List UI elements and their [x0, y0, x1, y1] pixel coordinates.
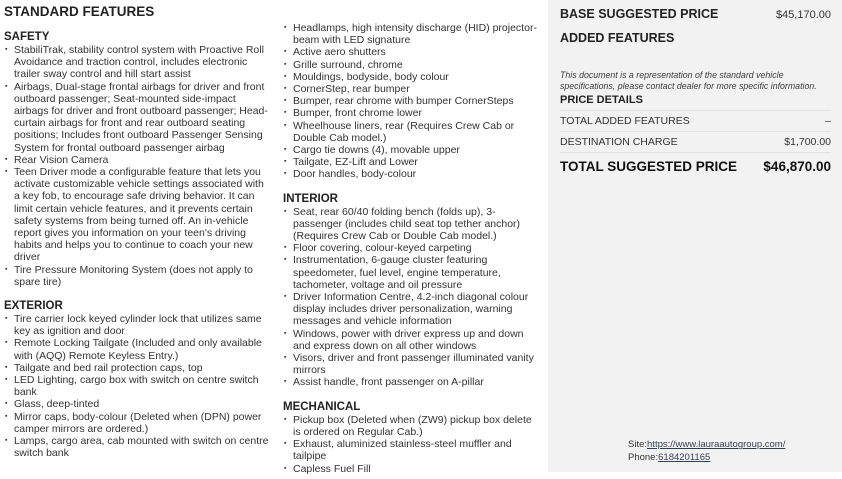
interior-list	[283, 206, 542, 389]
feature-item: ▪ Airbags, Dual-stage frontal airbags for driver and front outboard passenger; Seat-mounted side-impact airbags for driver and front outboard passenger; Head-curtain airbags for front and rear outboard seating positions; Includes front outboard Passenger Sensing System for frontal outboard passenger airbag	[4, 81, 272, 154]
section-mechanical	[283, 401, 542, 475]
base-price-value: $45,170.00	[775, 9, 831, 21]
dealer-site-line	[628, 439, 831, 451]
features-column-middle	[274, 0, 546, 479]
site-label: Site:	[628, 439, 648, 451]
feature-item: ▪ Visors, driver and front passenger illuminated vanity mirrors	[283, 352, 542, 376]
feature-item: ▪ Seat, rear 60/40 folding bench (folds up), 3-passenger (includes child seat top tether anchor) (Requires Crew Cab or Double Cab model.)	[283, 206, 542, 243]
base-price-label: BASE SUGGESTED PRICE	[560, 7, 719, 21]
feature-item: ▪ Mirror caps, body-colour (Deleted when (DPN) power camper mirrors are ordered.)	[4, 411, 272, 435]
safety-list	[4, 44, 272, 288]
feature-item: ▪ Driver Information Centre, 4.2-inch diagonal colour display includes driver personalization, warning messages and vehicle information	[283, 291, 542, 328]
feature-item: ▪ Instrumentation, 6-gauge cluster featuring speedometer, fuel level, engine temperature, tachometer, voltage and oil pressure	[283, 254, 542, 291]
destination-charge-row	[560, 132, 831, 153]
feature-item: ▪ Assist handle, front passenger on A-pillar	[283, 376, 542, 388]
exterior-list	[4, 313, 272, 459]
feature-item: ▪ Exhaust, aluminized stainless-steel muffler and tailpipe	[283, 438, 542, 462]
price-details-heading: PRICE DETAILS	[560, 94, 831, 111]
mechanical-heading: MECHANICAL	[283, 400, 361, 413]
feature-item: ▪ Lamps, cargo area, cab mounted with switch on centre switch bank	[4, 435, 272, 459]
feature-item: ▪ StabiliTrak, stability control system with Proactive Roll Avoidance and traction control, includes electronic trailer sway control and hill start assist	[4, 44, 272, 81]
price-summary-panel	[548, 0, 842, 472]
site-link[interactable]: https://www.lauraautogroup.com/	[647, 439, 786, 451]
feature-item: ▪ Windows, power with driver express up and down and express down on all other windows	[283, 328, 542, 352]
feature-item: ▪ Pickup box (Deleted when (ZW9) pickup box delete is ordered on Regular Cab.)	[283, 414, 542, 438]
feature-item: ▪ Bumper, front chrome lower	[283, 107, 542, 119]
total-added-features-label: TOTAL ADDED FEATURES	[560, 115, 690, 128]
phone-label: Phone:	[628, 451, 659, 463]
dealer-contact	[628, 439, 831, 464]
disclaimer-text: This document is a representation of the standard vehicle specifications, please contact dealer for more specific information.	[560, 70, 817, 91]
feature-item: ▪ Remote Locking Tailgate (Included and only available with (AQQ) Remote Keyless Entry.)	[4, 337, 272, 361]
mechanical-list	[283, 414, 542, 475]
page-title: STANDARD FEATURES	[4, 4, 155, 19]
total-added-features-value: –	[825, 115, 831, 128]
feature-item: ▪ LED Lighting, cargo box with switch on centre switch bank	[4, 374, 272, 398]
feature-item: ▪ Tire Pressure Monitoring System (does not apply to spare tire)	[4, 264, 272, 288]
panel-spacer	[560, 174, 831, 439]
feature-item: ▪ Tire carrier lock keyed cylinder lock that utilizes same key as ignition and door	[4, 313, 272, 337]
section-interior	[283, 193, 542, 389]
feature-item: ▪ CornerStep, rear bumper	[283, 83, 542, 95]
feature-item: ▪ Tailgate and bed rail protection caps, top	[4, 362, 272, 374]
feature-item: ▪ Cargo tie downs (4), movable upper	[283, 144, 542, 156]
added-features-heading: ADDED FEATURES	[560, 31, 675, 45]
feature-item: ▪ Active aero shutters	[283, 46, 542, 58]
feature-item: ▪ Door handles, body-colour	[283, 168, 542, 180]
feature-item: ▪ Bumper, rear chrome with bumper CornerSteps	[283, 95, 542, 107]
total-added-features-row	[560, 111, 831, 132]
feature-item: ▪ Wheelhouse liners, rear (Requires Crew Cab or Double Cab model.)	[283, 120, 542, 144]
exterior-heading: EXTERIOR	[4, 300, 63, 313]
destination-charge-value: $1,700.00	[784, 136, 831, 149]
exterior-continued-list	[283, 22, 542, 181]
feature-item: ▪ Rear Vision Camera	[4, 154, 272, 166]
safety-heading: SAFETY	[4, 31, 50, 43]
feature-item: ▪ Floor covering, colour-keyed carpeting	[283, 242, 542, 254]
section-exterior-continued	[283, 22, 542, 181]
feature-item: ▪ Tailgate, EZ-Lift and Lower	[283, 156, 542, 168]
feature-item: ▪ Capless Fuel Fill	[283, 463, 542, 475]
feature-item: ▪ Teen Driver mode a configurable feature that lets you activate customizable vehicle settings associated with a key fob, to encourage safe driving behavior. It can limit certain vehicle features, and it prevents certain safety systems from being turned off. An in-vehicle report gives you information on your teen's driving habits and helps you to continue to coach your new driver	[4, 166, 272, 264]
feature-item: ▪ Mouldings, bodyside, body colour	[283, 71, 542, 83]
phone-link[interactable]: 6184201165	[658, 451, 711, 463]
total-price-label: TOTAL SUGGESTED PRICE	[560, 159, 738, 175]
dealer-phone-line	[628, 452, 831, 464]
features-column-left	[0, 0, 274, 479]
interior-heading: INTERIOR	[283, 192, 338, 205]
total-suggested-price-row	[560, 153, 831, 174]
destination-charge-label: DESTINATION CHARGE	[560, 136, 678, 149]
section-exterior	[4, 300, 272, 459]
total-price-value: $46,870.00	[763, 159, 831, 175]
base-price-row	[560, 7, 831, 21]
feature-item: ▪ Glass, deep-tinted	[4, 398, 272, 410]
feature-item: ▪ Grille surround, chrome	[283, 59, 542, 71]
feature-item: ▪ Headlamps, high intensity discharge (HID) projector-beam with LED signature	[283, 22, 542, 46]
section-safety	[4, 31, 272, 288]
